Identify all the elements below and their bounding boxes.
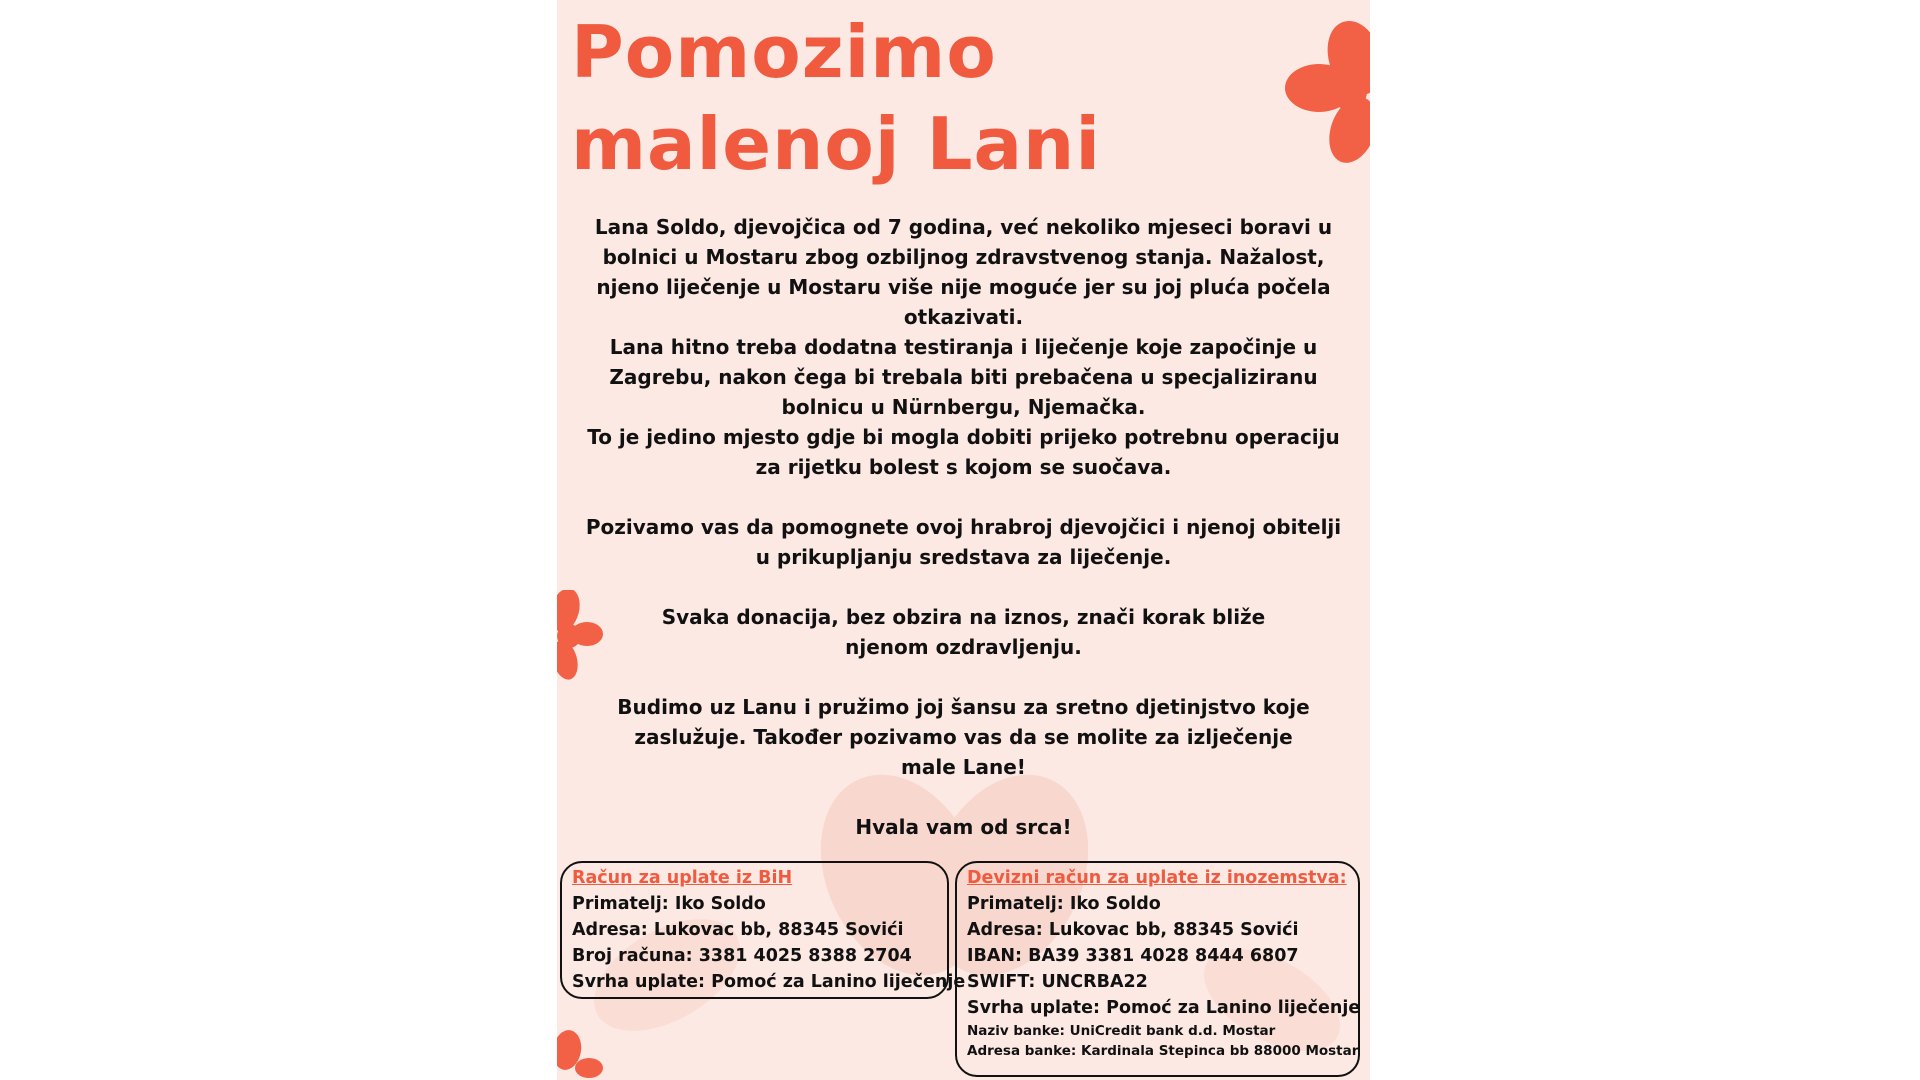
account-foreign-heading: Devizni račun za uplate iz inozemstva:	[967, 868, 1347, 888]
account-foreign-box	[955, 861, 1360, 1077]
account-foreign-address: Adresa: Lukovac bb, 88345 Sovići	[967, 920, 1299, 940]
account-bih-purpose: Svrha uplate: Pomoć za Lanino liječenje	[572, 972, 966, 992]
title-line-2: malenoj Lani	[571, 102, 1101, 186]
title-line-1: Pomozimo	[571, 10, 997, 94]
flower-top-right-icon	[1277, 20, 1370, 170]
surgery-paragraph: To je jedino mjesto gdje bi mogla dobiti prijeko potrebnu operaciju za rijetku bolest s kojom se suočava.	[587, 425, 1340, 479]
appeal-paragraph: Pozivamo vas da pomognete ovoj hrabroj djevojčici i njenoj obitelji u prikupljanju sredstava za liječenje.	[585, 515, 1342, 569]
treatment-paragraph: Lana hitno treba dodatna testiranja i liječenje koje započinje u Zagrebu, nakon čega bi trebala biti prebačena u specjaliziranu bolnicu u Nürnbergu, Njemačka.	[609, 335, 1318, 419]
page-title	[571, 6, 1101, 190]
donation-poster	[557, 0, 1370, 1080]
intro-paragraph: Lana Soldo, djevojčica od 7 godina, već nekoliko mjeseci boravi u bolnici u Mostaru zbog ozbiljnog zdravstvenog stanja. Nažalost, njeno liječenje u Mostaru više nije moguće jer su joj pluća počela otkazivati.	[594, 215, 1333, 329]
account-foreign-purpose: Svrha uplate: Pomoć za Lanino liječenje	[967, 998, 1361, 1018]
account-bih-address: Adresa: Lukovac bb, 88345 Sovići	[572, 920, 904, 940]
flower-bottom-left-icon	[557, 1030, 607, 1080]
account-foreign-recipient: Primatelj: Iko Soldo	[967, 894, 1161, 914]
donation-paragraph: Svaka donacija, bez obzira na iznos, znači korak bliže njenom ozdravljenju.	[661, 605, 1266, 659]
account-bih-box	[560, 861, 966, 999]
account-foreign-bank-name: Naziv banke: UniCredit bank d.d. Mostar	[967, 1023, 1276, 1039]
account-foreign-swift: SWIFT: UNCRBA22	[967, 972, 1148, 992]
thanks-paragraph: Hvala vam od srca!	[855, 815, 1072, 839]
account-foreign-iban: IBAN: BA39 3381 4028 8444 6807	[967, 946, 1299, 966]
prayer-paragraph: Budimo uz Lanu i pružimo joj šansu za sretno djetinjstvo koje zaslužuje. Također pozivamo vas da se molite za izlječenje male Lane!	[617, 695, 1310, 779]
account-bih-recipient: Primatelj: Iko Soldo	[572, 894, 766, 914]
flower-left-icon	[557, 590, 607, 680]
account-bih-heading: Račun za uplate iz BiH	[572, 868, 793, 888]
account-bih-number: Broj računa: 3381 4025 8388 2704	[572, 946, 912, 966]
account-foreign-bank-address: Adresa banke: Kardinala Stepinca bb 88000 Mostar	[967, 1043, 1359, 1059]
